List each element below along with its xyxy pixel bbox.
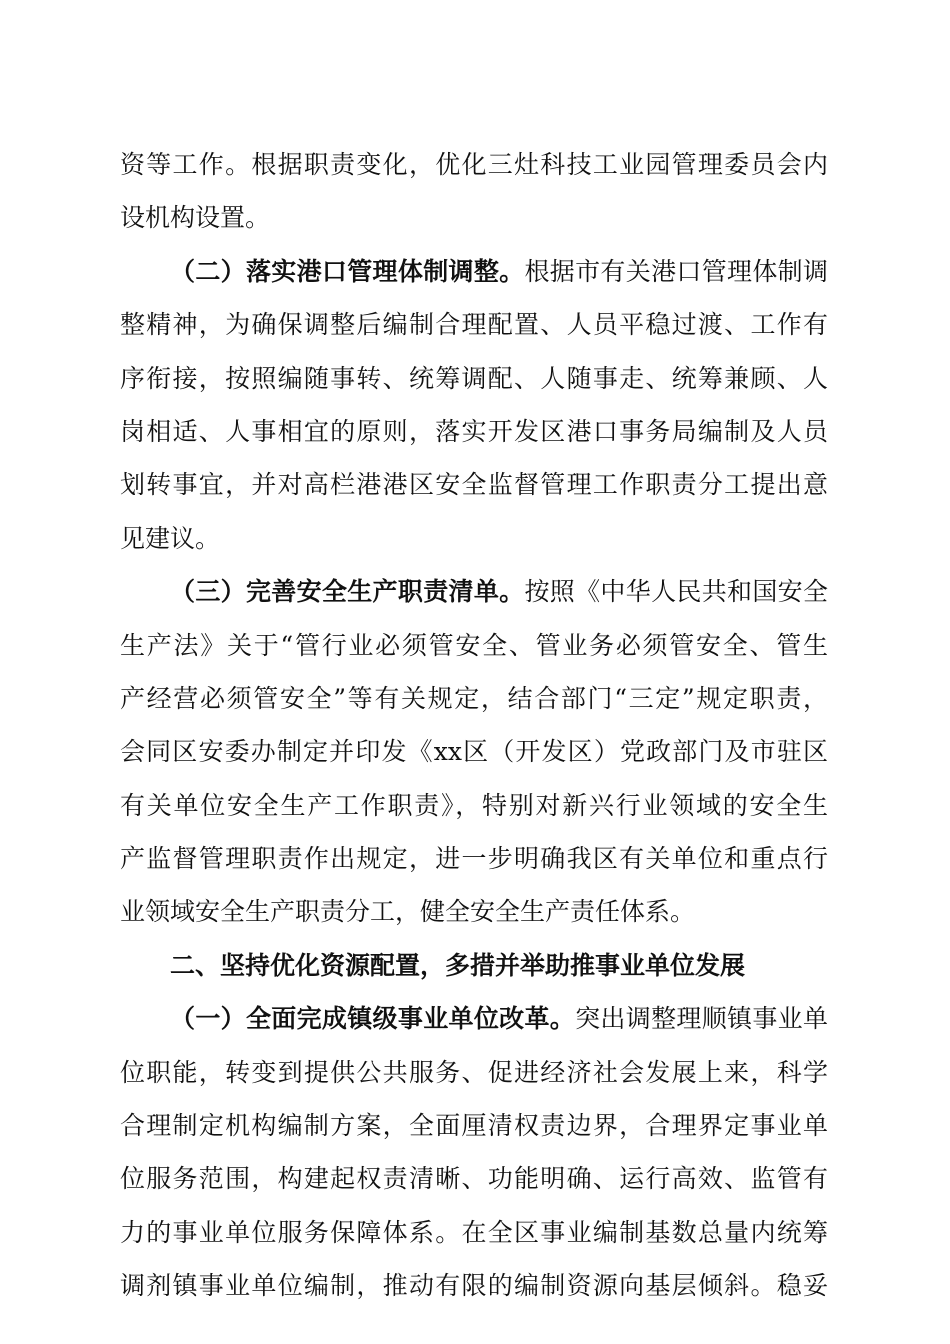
text-line: 有关单位安全生产工作职责》，特别对新兴行业领域的安全生 [120, 790, 828, 820]
text-line: 设机构设置。 [120, 203, 271, 233]
text-line: 划转事宜，并对高栏港港区安全监督管理工作职责分工提出意 [120, 470, 828, 500]
text-line: 见建议。 [120, 523, 221, 553]
text-line: 位职能，转变到提供公共服务、促进经济社会发展上来，科学 [120, 1057, 828, 1087]
text-span: 突出调整理顺镇事业单 [575, 1004, 828, 1034]
text-line: 资等工作。根据职责变化，优化三灶科技工业园管理委员会内 [120, 150, 828, 179]
text-line: 产经营必须管安全”等有关规定，结合部门“三定”规定职责， [120, 683, 828, 713]
text-line: 产监督管理职责作出规定，进一步明确我区有关单位和重点行 [120, 844, 828, 874]
text-line: 会同区安委办制定并印发《xx区（开发区）党政部门及市驻区 [120, 737, 828, 767]
text-line [120, 992, 828, 1045]
text-line: 合理制定机构编制方案，全面厘清权责边界，合理界定事业单 [120, 1111, 828, 1141]
text-span: 按照《中华人民共和国安全 [524, 577, 828, 607]
subheading-bold: （一）全面完成镇级事业单位改革。 [170, 1004, 576, 1034]
text-line: 整精神，为确保调整后编制合理配置、人员平稳过渡、工作有 [120, 310, 828, 340]
text-line: 生产法》关于“管行业必须管安全、管业务必须管安全、管生 [120, 630, 828, 660]
text-line: 序衔接，按照编随事转、统筹调配、人随事走、统筹兼顾、人 [120, 363, 828, 393]
text-span: 根据市有关港口管理体制调 [524, 256, 828, 286]
document-page [120, 138, 828, 1313]
text-line: 调剂镇事业单位编制，推动有限的编制资源向基层倾斜。稳妥 [120, 1271, 828, 1301]
text-line [120, 245, 828, 298]
text-line: 岗相适、人事相宜的原则，落实开发区港口事务局编制及人员 [120, 416, 828, 446]
section-heading: 二、坚持优化资源配置，多措并举助推事业单位发展 [170, 950, 746, 980]
subheading-bold: （三）完善安全生产职责清单。 [170, 577, 525, 607]
text-line: 位服务范围，构建起权责清晰、功能明确、运行高效、监管有 [120, 1164, 828, 1194]
text-line: 力的事业单位服务保障体系。在全区事业编制基数总量内统筹 [120, 1217, 828, 1247]
text-line [120, 565, 828, 618]
text-line: 业领域安全生产职责分工，健全安全生产责任体系。 [120, 897, 696, 927]
subheading-bold: （二）落实港口管理体制调整。 [170, 256, 525, 286]
